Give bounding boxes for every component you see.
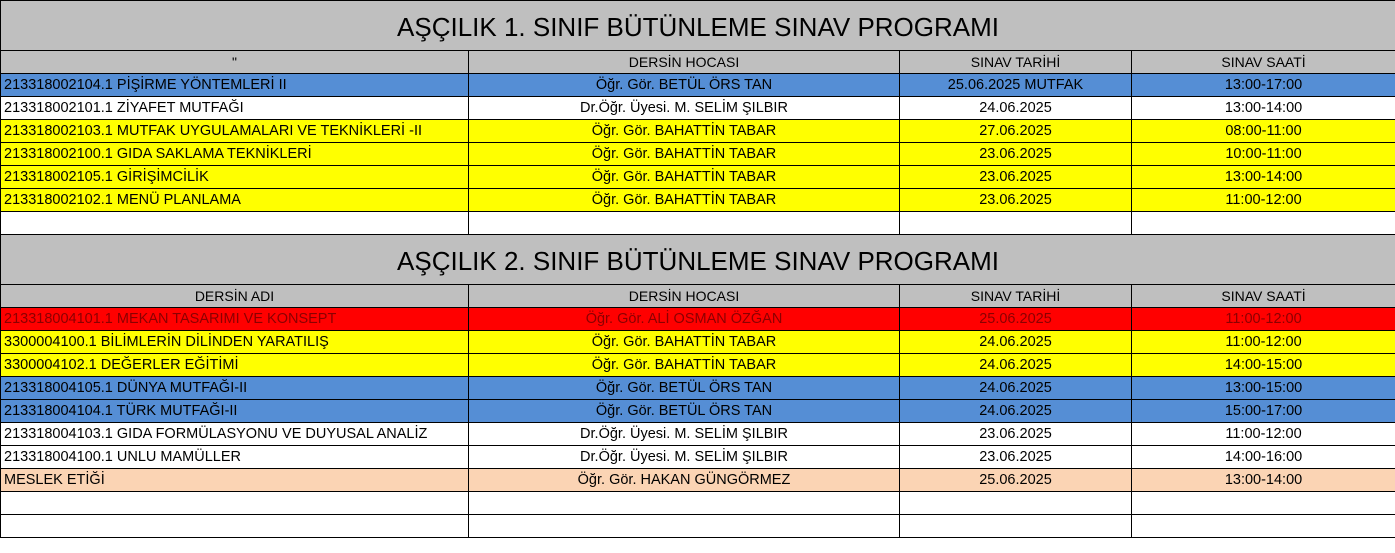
course-cell[interactable]: 213318002100.1 GIDA SAKLAMA TEKNİKLERİ <box>1 143 469 166</box>
table-row <box>1 308 1395 331</box>
time-cell[interactable]: 13:00-14:00 <box>1132 97 1395 120</box>
teacher-cell[interactable]: Öğr. Gör. ALİ OSMAN ÖZĞAN <box>469 308 900 331</box>
empty-cell[interactable] <box>1 212 469 235</box>
date-cell[interactable]: 25.06.2025 <box>900 308 1132 331</box>
course-cell[interactable]: 213318004101.1 MEKAN TASARIMI VE KONSEPT <box>1 308 469 331</box>
date-cell[interactable]: 23.06.2025 <box>900 143 1132 166</box>
teacher-cell[interactable]: Öğr. Gör. BAHATTİN TABAR <box>469 354 900 377</box>
section1-title[interactable]: AŞÇILIK 1. SINIF BÜTÜNLEME SINAV PROGRAMI <box>1 1 1395 51</box>
teacher-cell[interactable]: Öğr. Gör. BAHATTİN TABAR <box>469 120 900 143</box>
course-cell[interactable]: 3300004102.1 DEĞERLER EĞİTİMİ <box>1 354 469 377</box>
table-row <box>1 423 1395 446</box>
empty-row <box>1 515 1395 538</box>
course-cell[interactable]: 213318002102.1 MENÜ PLANLAMA <box>1 189 469 212</box>
header-cell[interactable]: DERSİN HOCASI <box>469 51 900 74</box>
teacher-cell[interactable]: Öğr. Gör. BAHATTİN TABAR <box>469 331 900 354</box>
header-cell[interactable]: " <box>1 51 469 74</box>
empty-cell[interactable] <box>1 492 469 515</box>
section2-header-row <box>1 285 1395 308</box>
header-cell[interactable]: SINAV SAATİ <box>1132 51 1395 74</box>
time-cell[interactable]: 11:00-12:00 <box>1132 331 1395 354</box>
date-cell[interactable]: 25.06.2025 MUTFAK <box>900 74 1132 97</box>
time-cell[interactable]: 13:00-17:00 <box>1132 74 1395 97</box>
teacher-cell[interactable]: Dr.Öğr. Üyesi. M. SELİM ŞILBIR <box>469 97 900 120</box>
table-row <box>1 166 1395 189</box>
course-cell[interactable]: 3300004100.1 BİLİMLERİN DİLİNDEN YARATILIŞ <box>1 331 469 354</box>
empty-cell[interactable] <box>469 515 900 538</box>
header-cell[interactable]: DERSİN ADI <box>1 285 469 308</box>
teacher-cell[interactable]: Öğr. Gör. BETÜL ÖRS TAN <box>469 377 900 400</box>
course-cell[interactable]: 213318002105.1 GİRİŞİMCİLİK <box>1 166 469 189</box>
date-cell[interactable]: 23.06.2025 <box>900 446 1132 469</box>
course-cell[interactable]: 213318004104.1 TÜRK MUTFAĞI-II <box>1 400 469 423</box>
section1-title-row <box>1 1 1395 51</box>
course-cell[interactable]: 213318004105.1 DÜNYA MUTFAĞI-II <box>1 377 469 400</box>
teacher-cell[interactable]: Öğr. Gör. HAKAN GÜNGÖRMEZ <box>469 469 900 492</box>
time-cell[interactable]: 13:00-14:00 <box>1132 166 1395 189</box>
date-cell[interactable]: 23.06.2025 <box>900 423 1132 446</box>
header-cell[interactable]: DERSİN HOCASI <box>469 285 900 308</box>
course-cell[interactable]: 213318002101.1 ZİYAFET MUTFAĞI <box>1 97 469 120</box>
date-cell[interactable]: 27.06.2025 <box>900 120 1132 143</box>
course-cell[interactable]: 213318002104.1 PİŞİRME YÖNTEMLERİ II <box>1 74 469 97</box>
section2-title[interactable]: AŞÇILIK 2. SINIF BÜTÜNLEME SINAV PROGRAMI <box>1 235 1395 285</box>
time-cell[interactable]: 13:00-15:00 <box>1132 377 1395 400</box>
time-cell[interactable]: 13:00-14:00 <box>1132 469 1395 492</box>
time-cell[interactable]: 08:00-11:00 <box>1132 120 1395 143</box>
header-cell[interactable]: SINAV TARİHİ <box>900 51 1132 74</box>
date-cell[interactable]: 25.06.2025 <box>900 469 1132 492</box>
date-cell[interactable]: 24.06.2025 <box>900 97 1132 120</box>
empty-row <box>1 212 1395 235</box>
time-cell[interactable]: 14:00-15:00 <box>1132 354 1395 377</box>
empty-cell[interactable] <box>1 515 469 538</box>
table-row <box>1 446 1395 469</box>
course-cell[interactable]: 213318002103.1 MUTFAK UYGULAMALARI VE TEKNİKLERİ -II <box>1 120 469 143</box>
empty-cell[interactable] <box>900 212 1132 235</box>
course-cell[interactable]: MESLEK ETİĞİ <box>1 469 469 492</box>
date-cell[interactable]: 23.06.2025 <box>900 189 1132 212</box>
table-row <box>1 97 1395 120</box>
table-row <box>1 377 1395 400</box>
table-row <box>1 354 1395 377</box>
empty-cell[interactable] <box>1132 212 1395 235</box>
teacher-cell[interactable]: Dr.Öğr. Üyesi. M. SELİM ŞILBIR <box>469 423 900 446</box>
time-cell[interactable]: 14:00-16:00 <box>1132 446 1395 469</box>
table-row <box>1 469 1395 492</box>
table-row <box>1 400 1395 423</box>
teacher-cell[interactable]: Öğr. Gör. BETÜL ÖRS TAN <box>469 400 900 423</box>
empty-cell[interactable] <box>900 492 1132 515</box>
teacher-cell[interactable]: Dr.Öğr. Üyesi. M. SELİM ŞILBIR <box>469 446 900 469</box>
table-row <box>1 189 1395 212</box>
empty-row <box>1 492 1395 515</box>
section1-header-row <box>1 51 1395 74</box>
time-cell[interactable]: 11:00-12:00 <box>1132 423 1395 446</box>
empty-cell[interactable] <box>1132 492 1395 515</box>
course-cell[interactable]: 213318004100.1 UNLU MAMÜLLER <box>1 446 469 469</box>
empty-cell[interactable] <box>469 212 900 235</box>
date-cell[interactable]: 24.06.2025 <box>900 377 1132 400</box>
teacher-cell[interactable]: Öğr. Gör. BAHATTİN TABAR <box>469 189 900 212</box>
date-cell[interactable]: 24.06.2025 <box>900 354 1132 377</box>
teacher-cell[interactable]: Öğr. Gör. BAHATTİN TABAR <box>469 143 900 166</box>
time-cell[interactable]: 11:00-12:00 <box>1132 308 1395 331</box>
time-cell[interactable]: 15:00-17:00 <box>1132 400 1395 423</box>
date-cell[interactable]: 24.06.2025 <box>900 331 1132 354</box>
teacher-cell[interactable]: Öğr. Gör. BAHATTİN TABAR <box>469 166 900 189</box>
time-cell[interactable]: 10:00-11:00 <box>1132 143 1395 166</box>
empty-cell[interactable] <box>900 515 1132 538</box>
empty-cell[interactable] <box>469 492 900 515</box>
table-row <box>1 143 1395 166</box>
table-row <box>1 331 1395 354</box>
time-cell[interactable]: 11:00-12:00 <box>1132 189 1395 212</box>
course-cell[interactable]: 213318004103.1 GIDA FORMÜLASYONU VE DUYUSAL ANALİZ <box>1 423 469 446</box>
header-cell[interactable]: SINAV SAATİ <box>1132 285 1395 308</box>
date-cell[interactable]: 23.06.2025 <box>900 166 1132 189</box>
table-row <box>1 120 1395 143</box>
date-cell[interactable]: 24.06.2025 <box>900 400 1132 423</box>
header-cell[interactable]: SINAV TARİHİ <box>900 285 1132 308</box>
empty-cell[interactable] <box>1132 515 1395 538</box>
teacher-cell[interactable]: Öğr. Gör. BETÜL ÖRS TAN <box>469 74 900 97</box>
table-row <box>1 74 1395 97</box>
section2-title-row <box>1 235 1395 285</box>
